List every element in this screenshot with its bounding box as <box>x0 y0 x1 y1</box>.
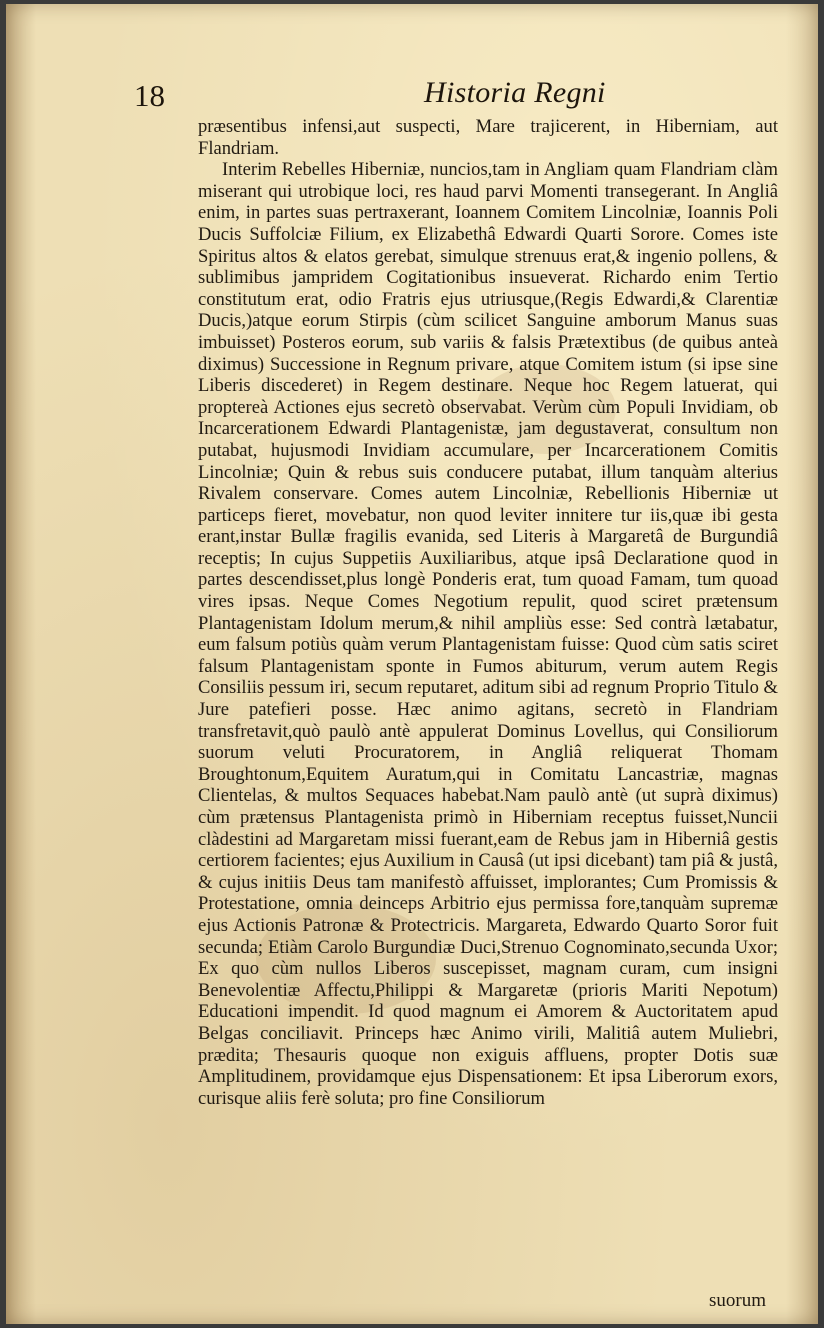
running-title: Historia Regni <box>424 76 606 109</box>
paragraph: præsentibus infensi,aut suspecti, Mare trajicerent, in Hiberniam, aut Flandriam. <box>198 116 778 159</box>
book-page <box>6 4 818 1324</box>
page-number: 18 <box>134 78 165 113</box>
catchword: suorum <box>709 1290 766 1311</box>
main-text <box>198 116 778 1109</box>
paragraph: Interim Rebelles Hiberniæ, nuncios,tam in Angliam quam Flandriam clàm miserant qui utrobique loci, res haud parvi Momenti transegerant. In Angliâ enim, in partes suas pertraxerant, Ioannem Comitem Lincolniæ, Ioannis Poli Ducis Suffolciæ Filium, ex Elizabethâ Edwardi Quarti Sorore. Comes iste Spiritus altos & elatos gerebat, simulque strenuus erat,& ingenio pollens, & sublimibus jampridem Cogitationibus insueverat. Richardo enim Tertio constitutum erat, odio Fratris ejus utriusque,(Regis Edwardi,& Clarentiæ Ducis,)atque eorum Stirpis (cùm scilicet Sanguine amborum Manus suas imbuisset) Posteros eorum, sub variis & falsis Prætextibus (de quibus anteà diximus) Successione in Regnum privare, atque Comitem istum (si ipse sine Liberis discederet) in Regem destinare. Neque hoc Regem latuerat, qui proptereà Actiones ejus secretò observabat. Verùm cùm Populi Invidiam, ob Incarcerationem Edwardi Plantagenistæ, jam degustaverat, consultum non putabat, hujusmodi Invidiam accumulare, per Incarcerationem Comitis Lincolniæ; Quin & rebus suis conducere putabat, illum tanquàm alterius Rivalem conservare. Comes autem Lincolniæ, Rebellionis Hiberniæ ut particeps fieret, movebatur, non quod leviter innitere tur iis,quæ ibi gesta erant,instar Bullæ fragilis evanida, sed Literis à Margaretâ de Burgundiâ receptis; In cujus Suppetiis Auxiliaribus, atque ipsâ Declaratione quod in partes descendisset,plus longè Ponderis erat, tum quoad Famam, tum quoad vires ipsas. Neque Comes Negotium repulit, quod sciret prætensum Plantagenistam Idolum merum,& nihil ampliùs esse: Sed contrà lætabatur, eum falsum potiùs quàm verum Plantagenistam fuisse: Quod cùm satis sciret falsum Plantagenistam sponte in Fumos abiturum, verum autem Regis Consiliis pessum iri, secum reputaret, aditum sibi ad regnum Proprio Titulo & Jure patefieri posse. Hæc animo agitans, secretò in Flandriam transfretavit,quò paulò antè appulerat Dominus Lovellus, qui Consiliorum suorum veluti Procuratorem, in Angliâ reliquerat Thomam Broughtonum,Equitem Auratum,qui in Comitatu Lancastriæ, magnas Clientelas, & multos Sequaces habebat.Nam paulò antè (ut suprà diximus) cùm prætensus Plantagenista primò in Hiberniam receptus fuisset,Nuncii clàdestini ad Margaretam missi fuerant,eam de Rebus jam in Hiberniâ gestis certiorem facientes; ejus Auxilium in Causâ (ut ipsi dicebant) tam piâ & justâ, & cujus initiis Deus tam manifestò affuisset, implorantes; Cum Promissis & Protestatione, omnia deinceps Arbitrio ejus permissa fore,tanquàm supremæ ejus Actionis Patronæ & Protectricis. Margareta, Edwardo Quarto Soror fuit secunda; Etiàm Carolo Burgundiæ Duci,Strenuo Cognominato,secunda Uxor; Ex quo cùm nullos Liberos suscepisset, magnam curam, cum insigni Benevolentiæ Affectu,Philippi & Margaretæ (prioris Mariti Nepotum) Educationi impendit. Id quod magnum ei Amorem & Auctoritatem apud Belgas conciliavit. Princeps hæc Animo virili, Malitiâ autem Muliebri, prædita; Thesauris quoque non exiguis affluens, propter Dotis suæ Amplitudinem, providamque ejus Dispensationem: Et ipsa Liberorum exors, curisque aliis ferè soluta; pro fine Consiliorum <box>198 159 778 1109</box>
